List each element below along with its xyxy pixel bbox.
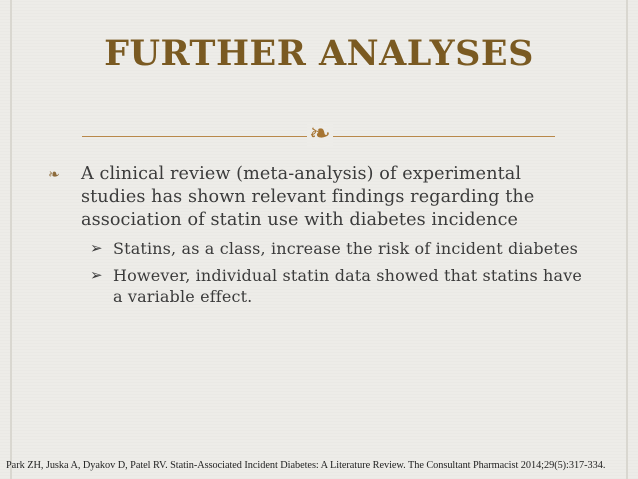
bullet-list (48, 163, 588, 307)
bullet-item-1 (48, 163, 588, 232)
sub-bullet-item-1 (90, 238, 588, 259)
bullet-marker-icon: ❧ (48, 167, 60, 183)
sub-bullet-text: Statins, as a class, increase the risk of incident diabetes (113, 239, 578, 258)
slide-title: FURTHER ANALYSES (104, 33, 534, 74)
bullet-text: A clinical review (meta-analysis) of experimental studies has shown relevant findings regarding the association of statin use with diabetes incidence (81, 164, 535, 230)
citation: Park ZH, Juska A, Dyakov D, Patel RV. Statin-Associated Incident Diabetes: A Literature Review. The Consultant Pharmacist 2014;29(5):317-334. (6, 460, 606, 471)
curly-ornament-icon: ❧ (307, 122, 333, 146)
arrow-bullet-icon: ➢ (90, 266, 103, 284)
sub-bullet-item-2 (90, 265, 588, 307)
sub-bullet-text: However, individual statin data showed that statins have a variable effect. (113, 266, 583, 306)
arrow-bullet-icon: ➢ (90, 239, 103, 257)
